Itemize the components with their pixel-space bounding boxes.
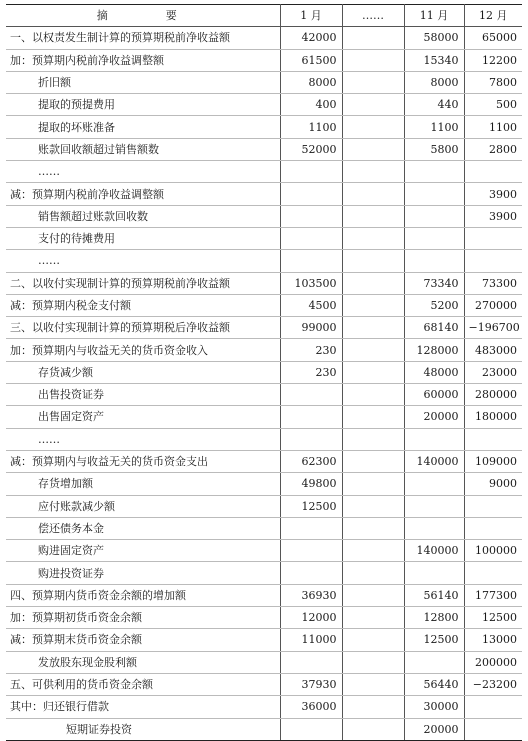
cell-november	[404, 562, 464, 584]
table-row	[6, 673, 522, 695]
cell-ellipsis	[342, 161, 404, 183]
row-label: 其中：归还银行借款	[6, 696, 280, 718]
cell-ellipsis	[342, 540, 404, 562]
cell-december	[464, 227, 522, 249]
table-row	[6, 428, 522, 450]
cell-january: 61500	[280, 49, 342, 71]
row-label: 提取的坏账准备	[6, 116, 280, 138]
cell-december: 1100	[464, 116, 522, 138]
table-row	[6, 294, 522, 316]
table-row	[6, 495, 522, 517]
cell-ellipsis	[342, 428, 404, 450]
cell-january	[280, 651, 342, 673]
cell-november: 48000	[404, 361, 464, 383]
cell-january: 62300	[280, 450, 342, 472]
cell-november	[404, 473, 464, 495]
cell-january: 12000	[280, 607, 342, 629]
cell-november: 440	[404, 94, 464, 116]
cell-ellipsis	[342, 71, 404, 93]
cell-november: 30000	[404, 696, 464, 718]
cell-ellipsis	[342, 406, 404, 428]
table-row	[6, 317, 522, 339]
cell-november	[404, 205, 464, 227]
row-label: ……	[6, 428, 280, 450]
table-row	[6, 540, 522, 562]
cell-january: 12500	[280, 495, 342, 517]
table-header-row	[6, 5, 522, 27]
cell-ellipsis	[342, 272, 404, 294]
cell-december: 270000	[464, 294, 522, 316]
cell-december: 12200	[464, 49, 522, 71]
table-row	[6, 473, 522, 495]
cell-ellipsis	[342, 517, 404, 539]
cell-november	[404, 227, 464, 249]
cell-december: 3900	[464, 205, 522, 227]
cell-november: 56140	[404, 584, 464, 606]
cell-november: 12800	[404, 607, 464, 629]
cell-december: 180000	[464, 406, 522, 428]
cell-december: 200000	[464, 651, 522, 673]
cell-december: 65000	[464, 27, 522, 49]
cell-ellipsis	[342, 450, 404, 472]
cell-ellipsis	[342, 205, 404, 227]
header-november: 11 月	[404, 5, 464, 27]
cell-december: −196700	[464, 317, 522, 339]
row-label: 减：预算期内税金支付额	[6, 294, 280, 316]
table-row	[6, 183, 522, 205]
cell-december: 13000	[464, 629, 522, 651]
cell-november: 140000	[404, 450, 464, 472]
row-label: ……	[6, 161, 280, 183]
cell-ellipsis	[342, 718, 404, 740]
cell-january: 99000	[280, 317, 342, 339]
cell-november: 5800	[404, 138, 464, 160]
row-label: 出售固定资产	[6, 406, 280, 428]
table-row	[6, 718, 522, 740]
row-label: 应付账款减少额	[6, 495, 280, 517]
cell-ellipsis	[342, 673, 404, 695]
cell-ellipsis	[342, 384, 404, 406]
cell-december: 109000	[464, 450, 522, 472]
cell-ellipsis	[342, 473, 404, 495]
cell-january: 4500	[280, 294, 342, 316]
cell-december: 483000	[464, 339, 522, 361]
row-label: 出售投资证券	[6, 384, 280, 406]
row-label: 减：预算期末货币资金余额	[6, 629, 280, 651]
cell-ellipsis	[342, 584, 404, 606]
cell-november	[404, 183, 464, 205]
table-row	[6, 607, 522, 629]
cell-ellipsis	[342, 250, 404, 272]
row-label: 支付的待摊费用	[6, 227, 280, 249]
row-label: 减：预算期内与收益无关的货币资金支出	[6, 450, 280, 472]
budget-table	[6, 4, 522, 741]
cell-november: 8000	[404, 71, 464, 93]
cell-november: 60000	[404, 384, 464, 406]
cell-january: 230	[280, 339, 342, 361]
row-label: 一、以权责发生制计算的预算期税前净收益额	[6, 27, 280, 49]
cell-november	[404, 495, 464, 517]
cell-december	[464, 250, 522, 272]
cell-november: 56440	[404, 673, 464, 695]
cell-january: 52000	[280, 138, 342, 160]
cell-november: 58000	[404, 27, 464, 49]
row-label: 四、预算期内货币资金余额的增加额	[6, 584, 280, 606]
row-label: ……	[6, 250, 280, 272]
row-label: 发放股东现金股利额	[6, 651, 280, 673]
cell-ellipsis	[342, 317, 404, 339]
cell-november: 12500	[404, 629, 464, 651]
cell-december	[464, 696, 522, 718]
cell-december: 100000	[464, 540, 522, 562]
row-label: 二、以收付实现制计算的预算期税前净收益额	[6, 272, 280, 294]
table-row	[6, 361, 522, 383]
cell-ellipsis	[342, 138, 404, 160]
cell-january	[280, 183, 342, 205]
table-row	[6, 161, 522, 183]
cell-december	[464, 161, 522, 183]
cell-december: −23200	[464, 673, 522, 695]
cell-ellipsis	[342, 495, 404, 517]
cell-november: 15340	[404, 49, 464, 71]
row-label: 提取的预提费用	[6, 94, 280, 116]
cell-december	[464, 517, 522, 539]
cell-november: 68140	[404, 317, 464, 339]
cell-january: 103500	[280, 272, 342, 294]
cell-ellipsis	[342, 116, 404, 138]
row-label: 偿还债务本金	[6, 517, 280, 539]
cell-january	[280, 384, 342, 406]
cell-november	[404, 651, 464, 673]
cell-december: 3900	[464, 183, 522, 205]
row-label: 加：预算期内税前净收益调整额	[6, 49, 280, 71]
cell-january: 8000	[280, 71, 342, 93]
header-january: 1 月	[280, 5, 342, 27]
table-row	[6, 49, 522, 71]
cell-january	[280, 540, 342, 562]
cell-january: 49800	[280, 473, 342, 495]
cell-december: 9000	[464, 473, 522, 495]
cell-december	[464, 495, 522, 517]
cell-ellipsis	[342, 183, 404, 205]
table-row	[6, 138, 522, 160]
row-label: 购进固定资产	[6, 540, 280, 562]
table-row	[6, 651, 522, 673]
cell-january	[280, 227, 342, 249]
cell-january	[280, 250, 342, 272]
cell-november	[404, 161, 464, 183]
table-row	[6, 27, 522, 49]
cell-december	[464, 718, 522, 740]
cell-ellipsis	[342, 49, 404, 71]
table-row	[6, 272, 522, 294]
cell-november	[404, 428, 464, 450]
cell-november: 20000	[404, 406, 464, 428]
table-row	[6, 562, 522, 584]
cell-ellipsis	[342, 27, 404, 49]
table-row	[6, 250, 522, 272]
cell-ellipsis	[342, 294, 404, 316]
cell-january: 1100	[280, 116, 342, 138]
table-row	[6, 227, 522, 249]
table-row	[6, 384, 522, 406]
cell-ellipsis	[342, 94, 404, 116]
row-label: 销售额超过账款回收数	[6, 205, 280, 227]
cell-january: 400	[280, 94, 342, 116]
cell-november: 1100	[404, 116, 464, 138]
table-row	[6, 406, 522, 428]
cell-january	[280, 517, 342, 539]
cell-november: 5200	[404, 294, 464, 316]
cell-january	[280, 161, 342, 183]
cell-december: 73300	[464, 272, 522, 294]
row-label: 三、以收付实现制计算的预算期税后净收益额	[6, 317, 280, 339]
cell-november: 128000	[404, 339, 464, 361]
row-label: 购进投资证券	[6, 562, 280, 584]
cell-january	[280, 406, 342, 428]
cell-january	[280, 428, 342, 450]
row-label: 短期证券投资	[6, 718, 280, 740]
cell-november: 73340	[404, 272, 464, 294]
table-row	[6, 629, 522, 651]
cell-november	[404, 517, 464, 539]
table-row	[6, 116, 522, 138]
cell-december	[464, 562, 522, 584]
header-ellipsis: ……	[342, 5, 404, 27]
row-label: 加：预算期内与收益无关的货币资金收入	[6, 339, 280, 361]
cell-january	[280, 562, 342, 584]
table-body	[6, 27, 522, 741]
header-december: 12 月	[464, 5, 522, 27]
cell-ellipsis	[342, 361, 404, 383]
cell-december: 177300	[464, 584, 522, 606]
cell-january: 36930	[280, 584, 342, 606]
row-label: 存货增加额	[6, 473, 280, 495]
cell-december: 23000	[464, 361, 522, 383]
cell-january: 230	[280, 361, 342, 383]
cell-ellipsis	[342, 607, 404, 629]
cell-november: 20000	[404, 718, 464, 740]
table-row	[6, 94, 522, 116]
cell-november	[404, 250, 464, 272]
cell-ellipsis	[342, 227, 404, 249]
cell-january: 37930	[280, 673, 342, 695]
cell-december: 500	[464, 94, 522, 116]
cell-december: 2800	[464, 138, 522, 160]
cell-ellipsis	[342, 629, 404, 651]
cell-ellipsis	[342, 339, 404, 361]
cell-december: 7800	[464, 71, 522, 93]
row-label: 五、可供利用的货币资金余额	[6, 673, 280, 695]
row-label: 折旧额	[6, 71, 280, 93]
row-label: 存货减少额	[6, 361, 280, 383]
table-row	[6, 517, 522, 539]
row-label: 账款回收额超过销售额数	[6, 138, 280, 160]
cell-december: 12500	[464, 607, 522, 629]
cell-january	[280, 205, 342, 227]
cell-january	[280, 718, 342, 740]
table-row	[6, 450, 522, 472]
cell-january: 36000	[280, 696, 342, 718]
header-description: 摘 要	[6, 5, 280, 27]
row-label: 减：预算期内税前净收益调整额	[6, 183, 280, 205]
table-row	[6, 339, 522, 361]
table-row	[6, 71, 522, 93]
table-row	[6, 205, 522, 227]
cell-january: 42000	[280, 27, 342, 49]
cell-january: 11000	[280, 629, 342, 651]
row-label: 加：预算期初货币资金余额	[6, 607, 280, 629]
cell-ellipsis	[342, 651, 404, 673]
cell-ellipsis	[342, 696, 404, 718]
cell-november: 140000	[404, 540, 464, 562]
table-row	[6, 584, 522, 606]
cell-december	[464, 428, 522, 450]
cell-december: 280000	[464, 384, 522, 406]
table-row	[6, 696, 522, 718]
cell-ellipsis	[342, 562, 404, 584]
